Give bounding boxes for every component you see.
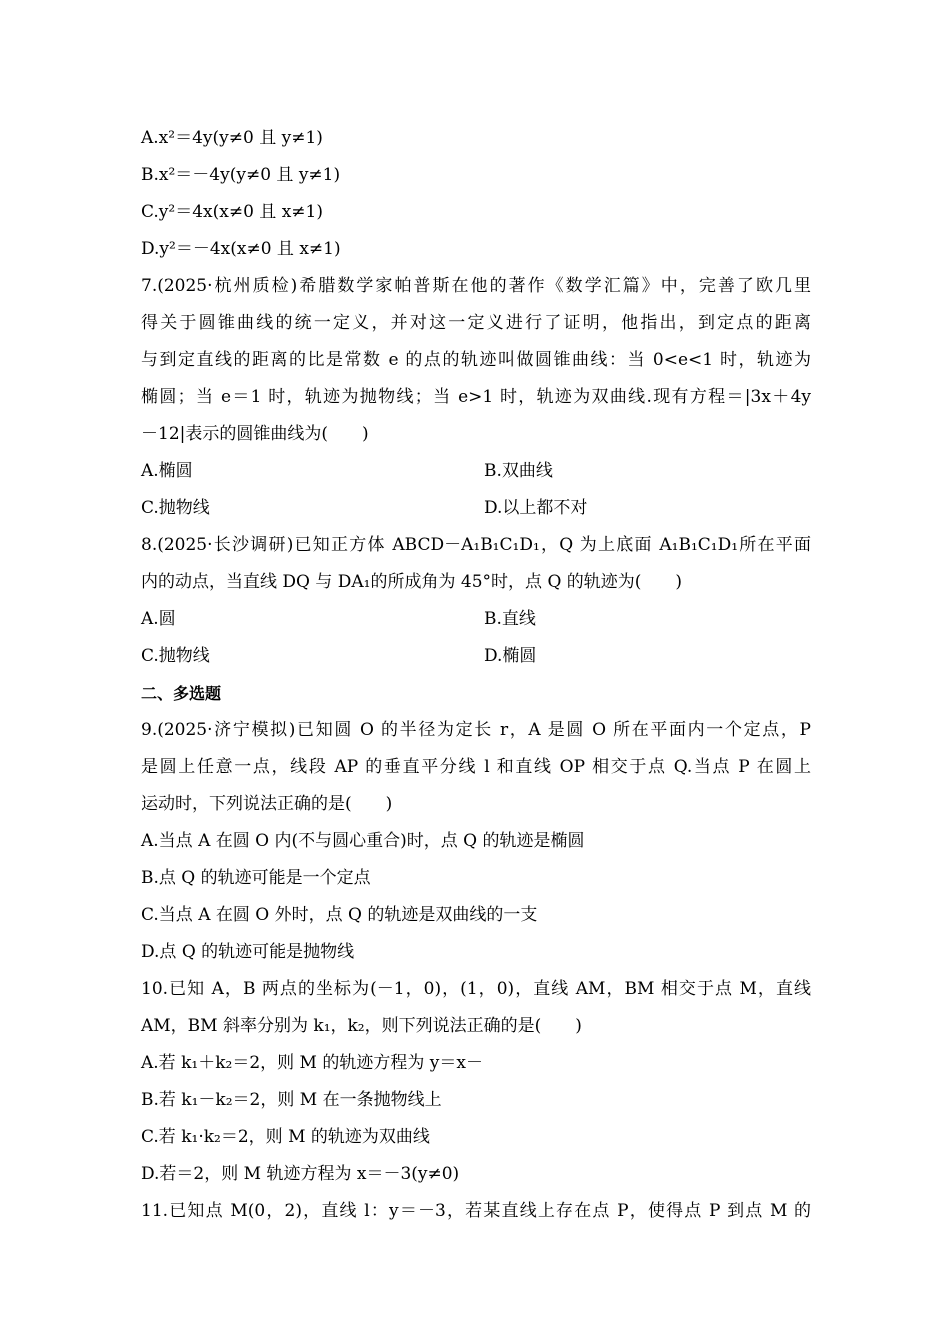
q6-option-c: C.y²＝4x(x≠0 且 x≠1) <box>141 202 323 222</box>
q10-stem-line-2: AM，BM 斜率分别为 k₁，k₂，则下列说法正确的是( ) <box>141 1016 582 1036</box>
q6-option-a: A.x²＝4y(y≠0 且 y≠1) <box>141 128 323 148</box>
section-heading: 二、多选题 <box>141 684 222 703</box>
q8-option-d: D.椭圆 <box>484 646 537 666</box>
q10-option-a: A.若 k₁＋k₂＝2，则 M 的轨迹方程为 y＝x－ <box>141 1053 483 1073</box>
q8-option-c: C.抛物线 <box>141 646 210 666</box>
q9-option-b: B.点 Q 的轨迹可能是一个定点 <box>141 868 371 888</box>
q10-option-c: C.若 k₁·k₂＝2，则 M 的轨迹为双曲线 <box>141 1127 430 1147</box>
q7-option-d: D.以上都不对 <box>484 498 588 518</box>
q6-option-d: D.y²＝－4x(x≠0 且 x≠1) <box>141 239 341 259</box>
q7-options-row-1 <box>141 453 811 490</box>
q8-options-row-2 <box>141 638 811 675</box>
q8-stem-line-2: 内的动点，当直线 DQ 与 DA₁的所成角为 45°时，点 Q 的轨迹为( ) <box>141 572 683 592</box>
q7-option-a: A.椭圆 <box>141 461 193 481</box>
q7-stem-line-3: 与到定直线的距离的比是常数 e 的点的轨迹叫做圆锥曲线：当 0<e<1 时，轨迹为 <box>141 350 811 370</box>
q8-option-b: B.直线 <box>484 609 536 629</box>
q8-stem-line-1: 8.(2025·长沙调研)已知正方体 ABCD－A₁B₁C₁D₁，Q 为上底面 A₁B₁C₁D₁所在平面 <box>141 535 811 555</box>
q7-option-c: C.抛物线 <box>141 498 210 518</box>
q10-option-b: B.若 k₁－k₂＝2，则 M 在一条抛物线上 <box>141 1090 442 1110</box>
document-page <box>141 120 811 1230</box>
q9-stem-line-1: 9.(2025·济宁模拟)已知圆 O 的半径为定长 r，A 是圆 O 所在平面内一个定点，P <box>141 720 811 740</box>
q7-stem-line-4: 椭圆；当 e＝1 时，轨迹为抛物线；当 e>1 时，轨迹为双曲线.现有方程＝|3x＋4y <box>141 387 811 407</box>
q8-options-row-1 <box>141 601 811 638</box>
q9-option-c: C.当点 A 在圆 O 外时，点 Q 的轨迹是双曲线的一支 <box>141 905 538 925</box>
q7-stem-line-1: 7.(2025·杭州质检)希腊数学家帕普斯在他的著作《数学汇篇》中，完善了欧几里 <box>141 276 811 296</box>
q10-stem-line-1: 10.已知 A，B 两点的坐标为(－1，0)，(1，0)，直线 AM，BM 相交于点 M，直线 <box>141 979 811 999</box>
q9-option-a: A.当点 A 在圆 O 内(不与圆心重合)时，点 Q 的轨迹是椭圆 <box>141 831 585 851</box>
q9-option-d: D.点 Q 的轨迹可能是抛物线 <box>141 942 355 962</box>
q6-option-b: B.x²＝－4y(y≠0 且 y≠1) <box>141 165 341 185</box>
q7-stem-line-2: 得关于圆锥曲线的统一定义，并对这一定义进行了证明，他指出，到定点的距离 <box>141 313 811 333</box>
q9-stem-line-3: 运动时，下列说法正确的是( ) <box>141 794 393 814</box>
q7-options-row-2 <box>141 490 811 527</box>
q8-option-a: A.圆 <box>141 609 176 629</box>
q11-stem-line-1: 11.已知点 M(0，2)，直线 l：y＝－3，若某直线上存在点 P，使得点 P 到点 M 的 <box>141 1201 811 1221</box>
q10-option-d: D.若＝2，则 M 轨迹方程为 x＝－3(y≠0) <box>141 1164 460 1184</box>
q7-option-b: B.双曲线 <box>484 461 553 481</box>
q7-stem-line-5: －12|表示的圆锥曲线为( ) <box>141 424 369 444</box>
q9-stem-line-2: 是圆上任意一点，线段 AP 的垂直平分线 l 和直线 OP 相交于点 Q.当点 P 在圆上 <box>141 757 811 777</box>
